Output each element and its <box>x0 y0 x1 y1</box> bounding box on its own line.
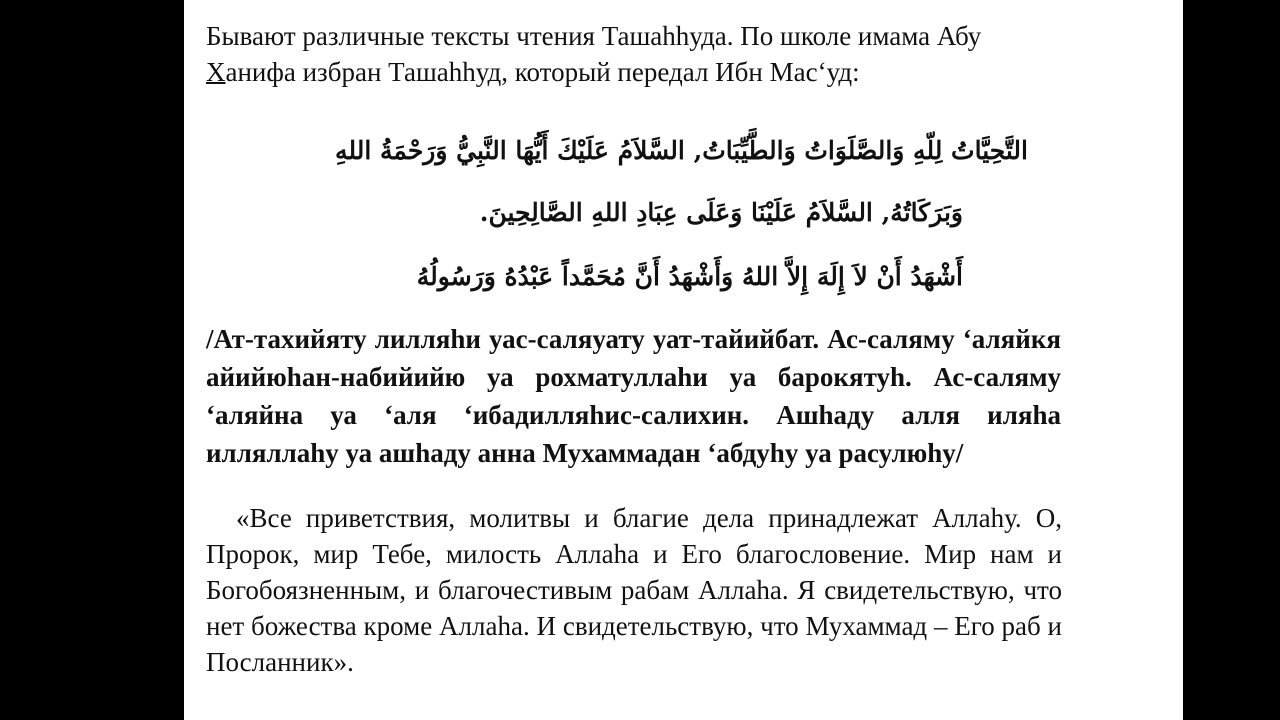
arabic-line-3: أَشْهَدُ أَنْ لاَ إِلَهَ إِلاَّ اللهُ وَأَشْهَدُ أَنَّ مُحَمَّداً عَبْدُهُ وَرَسُولُهُ <box>416 262 963 291</box>
document-page <box>184 0 1183 720</box>
intro-underlined-letter: Х <box>206 57 226 87</box>
arabic-line-1: التَّحِيَّاتُ لِلّهِ وَالصَّلَوَاتُ وَالطَّيِّبَاتُ, السَّلاَمُ عَلَيْكَ أَيُّهَا النَّبِيُّ وَرَحْمَةُ اللهِ <box>335 136 1028 165</box>
intro-text-1: Бывают различные тексты чтения Ташаhhуда. По школе имама Абу <box>206 21 982 51</box>
intro-paragraph <box>206 18 1062 90</box>
transliteration-paragraph: /Ат-тахийяту лилляhи уас-саляуату уат-тайийбат. Ас-саляму ‘аляйкя айийюhан-набийийю уа рохматуллаhи уа барокятуh. Ас-саляму ‘аляйна уа ‘аля ‘ибадилляhис-салихин. Ашhаду алля иляhа илляллаhу уа ашhаду анна Мухаммадан ‘абдуhу уа расулюhу/ <box>206 324 1061 468</box>
intro-text-2: анифа избран Ташаhhуд, который передал Ибн Мас‘уд: <box>225 57 860 87</box>
translation-paragraph: «Все приветствия, молитвы и благие дела принадлежат Аллаhу. О, Пророк, мир Тебе, милость Аллаhа и Его благословение. Мир нам и Богобоязненным, и благочестивым рабам Аллаhа. Я свидетельствую, что нет божества кроме Аллаhа. И свидетельствую, что Мухаммад – Его раб и Посланник». <box>206 503 1062 677</box>
arabic-line-2: وَبَرَكَاتُهُ, السَّلاَمُ عَلَيْنَا وَعَلَى عِبَادِ اللهِ الصَّالِحِينَ. <box>479 198 963 227</box>
